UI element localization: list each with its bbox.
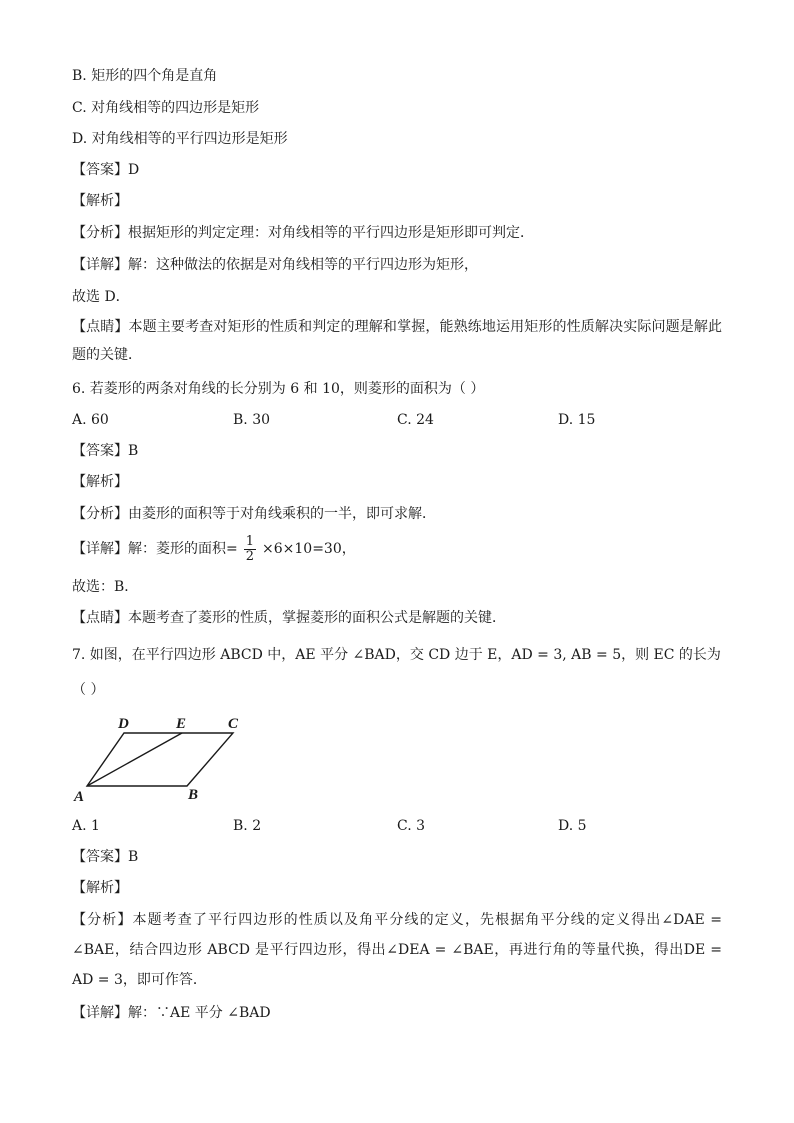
q6-answer: 【答案】B xyxy=(72,443,139,459)
q6-option-c: C. 24 xyxy=(397,412,434,428)
q6-jiexi-heading: 【解析】 xyxy=(72,474,128,490)
q7-jiexi-heading: 【解析】 xyxy=(72,880,128,896)
q5-solution: 【详解】解：这种做法的依据是对角线相等的平行四边形为矩形， xyxy=(72,257,478,273)
option-d: D. 对角线相等的平行四边形是矩形 xyxy=(72,131,288,147)
q6-fraction xyxy=(244,535,256,564)
q6-option-d: D. 15 xyxy=(558,412,596,428)
vertex-label-a: A xyxy=(74,789,85,805)
q6-fraction-numerator: 1 xyxy=(245,533,255,549)
q7-stem: 7. 如图，在平行四边形 ABCD 中，AE 平分 ∠BAD，交 CD 边于 E，AD = 3, AB = 5，则 EC 的长为 xyxy=(72,647,721,663)
segment-ae xyxy=(87,733,182,786)
q6-solution xyxy=(72,533,722,565)
parallelogram-figure xyxy=(70,710,250,808)
q5-jiexi-heading: 【解析】 xyxy=(72,193,128,209)
q6-stem: 6. 若菱形的两条对角线的长分别为 6 和 10，则菱形的面积为（ ） xyxy=(72,381,485,397)
q5-answer: 【答案】D xyxy=(72,162,140,178)
q7-option-a: A. 1 xyxy=(72,818,100,834)
q5-analysis: 【分析】根据矩形的判定定理：对角线相等的平行四边形是矩形即可判定． xyxy=(72,225,534,241)
q5-comment: 【点睛】本题主要考查对矩形的性质和判定的理解和掌握，能熟练地运用矩形的性质解决实际问题是解此题的关键． xyxy=(72,319,722,363)
q6-solution-prefix: 【详解】解：菱形的面积= xyxy=(72,541,238,557)
q7-option-d: D. 5 xyxy=(558,818,587,834)
q7-solution: 【详解】解：∵AE 平分 ∠BAD xyxy=(72,1005,271,1021)
q5-choice: 故选 D． xyxy=(72,289,130,305)
q6-comment: 【点睛】本题考查了菱形的性质，掌握菱形的面积公式是解题的关键． xyxy=(72,610,506,626)
q6-choice: 故选：B． xyxy=(72,579,139,595)
q7-answer: 【答案】B xyxy=(72,849,139,865)
vertex-label-d: D xyxy=(118,716,129,732)
q6-option-b: B. 30 xyxy=(233,412,271,428)
q7-analysis: 【分析】本题考查了平行四边形的性质以及角平分线的定义，先根据角平分线的定义得出∠DAE = ∠BAE，结合四边形 ABCD 是平行四边形，得出∠DEA = ∠BAE，再进行角的等量代换，得出DE = AD = 3，即可作答． xyxy=(72,912,722,988)
q7-paren: （ ） xyxy=(72,682,105,698)
vertex-label-b: B xyxy=(188,787,199,803)
q7-option-c: C. 3 xyxy=(397,818,426,834)
option-b: B. 矩形的四个角是直角 xyxy=(72,68,218,84)
q6-solution-suffix: ×6×10=30， xyxy=(262,541,356,557)
vertex-label-c: C xyxy=(228,716,239,732)
option-c: C. 对角线相等的四边形是矩形 xyxy=(72,100,260,116)
q6-analysis: 【分析】由菱形的面积等于对角线乘积的一半，即可求解． xyxy=(72,506,436,522)
vertex-label-e: E xyxy=(176,716,187,732)
q6-fraction-denominator: 2 xyxy=(245,548,255,564)
parallelogram-shape xyxy=(87,733,233,786)
q6-option-a: A. 60 xyxy=(72,412,109,428)
q7-option-b: B. 2 xyxy=(233,818,262,834)
